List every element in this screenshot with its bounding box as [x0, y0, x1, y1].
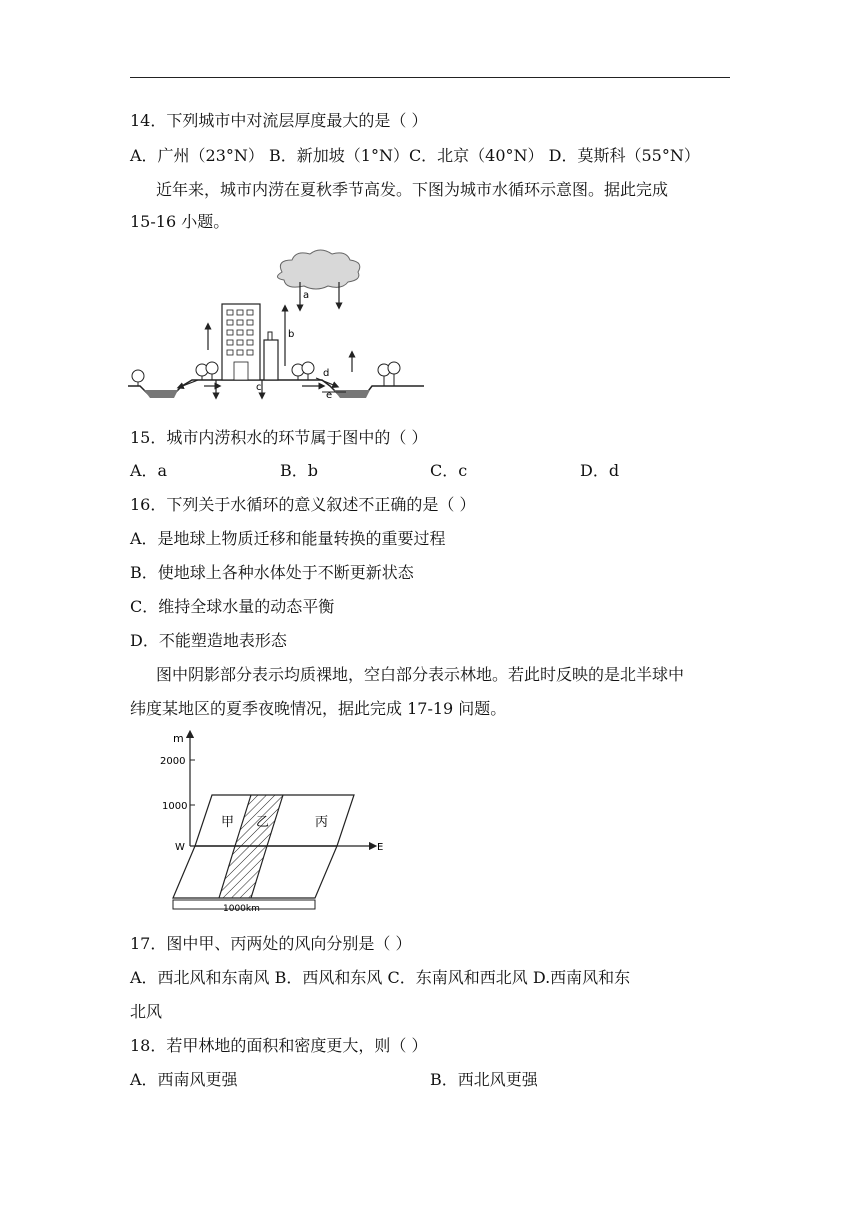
q16-stem: 16．下列关于水循环的意义叙述不正确的是（ ）	[130, 495, 476, 514]
east-label: E	[377, 842, 384, 853]
scale-label: 1000km	[223, 904, 260, 914]
q15-option-d: D．d	[580, 461, 620, 480]
q17-stem: 17．图中甲、丙两处的风向分别是（ ）	[130, 934, 412, 953]
cloud-icon	[277, 250, 359, 289]
intro17-line1: 图中阴影部分表示均质裸地，空白部分表示林地。若此时反映的是北半球中	[156, 665, 685, 684]
label-c: c	[256, 382, 262, 393]
q18-stem: 18．若甲林地的面积和密度更大，则（ ）	[130, 1036, 428, 1055]
q16-option-c: C．维持全球水量的动态平衡	[130, 597, 335, 616]
label-a: a	[303, 290, 310, 301]
q15-option-a: A．a	[130, 461, 168, 480]
forest-bareland-figure	[155, 728, 395, 918]
q15-option-b: B．b	[280, 461, 319, 480]
q16-option-a: A．是地球上物质迁移和能量转换的重要过程	[130, 529, 446, 548]
urban-water-cycle-figure	[126, 246, 426, 408]
q14-options: A．广州（23°N） B．新加坡（1°N）C．北京（40°N） D．莫斯科（55°N）	[130, 146, 700, 165]
axis-unit: m	[173, 732, 184, 745]
q15-option-c: C．c	[430, 461, 468, 480]
q16-option-d: D．不能塑造地表形态	[130, 631, 287, 650]
intro17-line2: 纬度某地区的夏季夜晚情况，据此完成 17-19 问题。	[130, 699, 507, 718]
q16-option-b: B．使地球上各种水体处于不断更新状态	[130, 563, 414, 582]
q15-stem: 15．城市内涝积水的环节属于图中的（ ）	[130, 428, 428, 447]
label-d: d	[323, 368, 330, 379]
label-yi: 乙	[256, 815, 270, 830]
q17-options-line1: A．西北风和东南风 B．西风和东风 C．东南风和西北风 D.西南风和东	[130, 968, 631, 987]
intro15-line1: 近年来，城市内涝在夏秋季节高发。下图为城市水循环示意图。据此完成	[156, 180, 669, 199]
label-bing: 丙	[315, 815, 329, 830]
q18-option-b: B．西北风更强	[430, 1070, 538, 1089]
label-b: b	[288, 329, 295, 340]
tick-2000: 2000	[160, 756, 186, 767]
header-rule	[130, 77, 730, 78]
tick-1000: 1000	[162, 801, 188, 812]
label-e: e	[326, 390, 333, 401]
intro15-line2: 15-16 小题。	[130, 212, 230, 231]
q14-stem: 14．下列城市中对流层厚度最大的是（ ）	[130, 111, 428, 130]
label-jia: 甲	[221, 815, 235, 830]
q17-options-line2: 北风	[130, 1002, 163, 1021]
q18-option-a: A．西南风更强	[130, 1070, 238, 1089]
west-label: W	[175, 842, 185, 853]
